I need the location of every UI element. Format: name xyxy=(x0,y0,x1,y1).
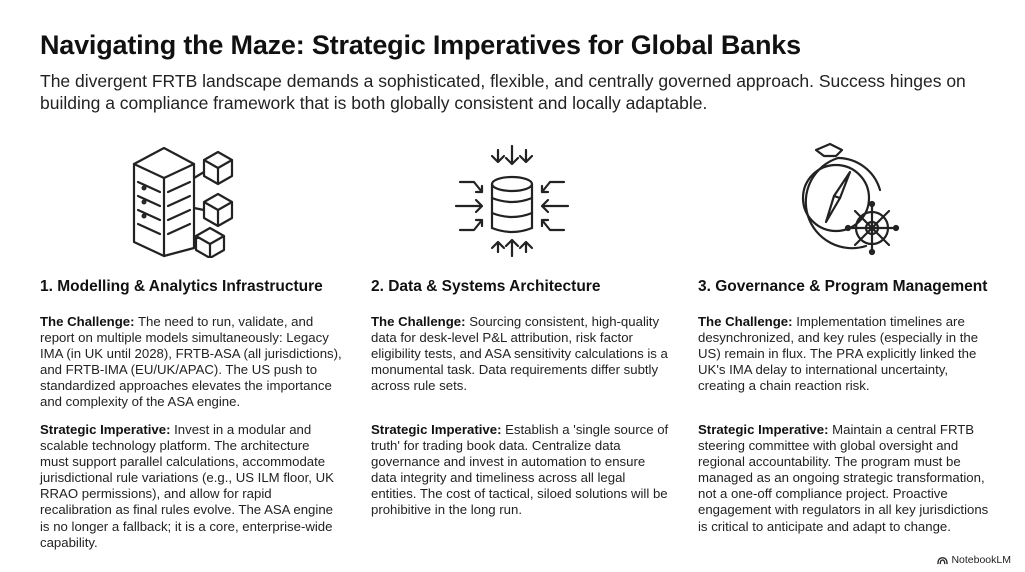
brand-logo xyxy=(937,554,1011,566)
imperative-text: Invest in a modular and scalable technology platform. The architecture must support parallel calculations, accommodate jurisdictional rule variations (e.g., US ILM floor, UK RRAO permissions), and allow for rapid recalibration as final rules evolve. The ASA engine is no longer a fallback; it is a core, enterprise-wide capability. xyxy=(40,422,334,550)
challenge-paragraph xyxy=(371,314,676,394)
database-icon xyxy=(452,140,572,260)
server-stack-icon xyxy=(120,138,240,258)
challenge-text: Sourcing consistent, high-quality data for desk-level P&L attribution, risk factor eligibility tests, and ASA sensitivity calculations is a monumental task. Data requirements differ subtly across rule sets. xyxy=(371,314,668,394)
imperative-label: Strategic Imperative: xyxy=(698,422,829,437)
page-subtitle: The divergent FRTB landscape demands a sophisticated, flexible, and centrally governed approach. Success hinges on building a compliance framework that is both globally consistent and locally adaptable. xyxy=(40,71,966,113)
challenge-label: The Challenge: xyxy=(371,314,466,329)
challenge-label: The Challenge: xyxy=(698,314,793,329)
imperative-label: Strategic Imperative: xyxy=(371,422,502,437)
challenge-text: The need to run, validate, and report on multiple models simultaneously: Legacy IMA (in UK until 2028), FRTB-ASA (all jurisdictions), and FRTB-IMA (EU/UK/APAC). The US push to standardized approaches elevates the importance and complexity of the ASA engine. xyxy=(40,314,342,410)
imperative-paragraph xyxy=(698,422,998,535)
challenge-label: The Challenge: xyxy=(40,314,135,329)
column-heading: 3. Governance & Program Management xyxy=(698,278,988,295)
imperative-paragraph xyxy=(40,422,340,551)
column-data xyxy=(371,278,676,518)
column-heading: 2. Data & Systems Architecture xyxy=(371,278,601,295)
page-title: Navigating the Maze: Strategic Imperatives for Global Banks xyxy=(40,30,801,60)
brand-name: NotebookLM xyxy=(951,554,1011,566)
challenge-text: Implementation timelines are desynchronized, and key rules (especially in the US) remain in flux. The PRA explicitly linked the UK's IMA delay to international uncertainty, creating a chain reaction risk. xyxy=(698,314,979,394)
challenge-paragraph xyxy=(40,314,345,411)
column-heading: 1. Modelling & Analytics Infrastructure xyxy=(40,278,323,295)
imperative-text: Maintain a central FRTB steering committee with global oversight and regional accountability. The program must be managed as an ongoing strategic transformation, not a one-off compliance project. Proactive engagement with regulators in all key jurisdictions is critical to anticipate and adapt to change. xyxy=(698,422,989,534)
imperative-text: Establish a 'single source of truth' for trading book data. Centralize data governance and invest in automation to ensure data integrity and timeliness across all legal entities. The cost of tactical, siloed solutions will be prohibitive in the long run. xyxy=(371,422,669,518)
imperative-paragraph xyxy=(371,422,671,519)
notebooklm-icon xyxy=(937,555,948,566)
imperative-label: Strategic Imperative: xyxy=(40,422,171,437)
challenge-paragraph xyxy=(698,314,998,394)
column-modelling xyxy=(40,278,345,550)
compass-helm-icon xyxy=(786,142,906,262)
column-governance xyxy=(698,278,998,534)
